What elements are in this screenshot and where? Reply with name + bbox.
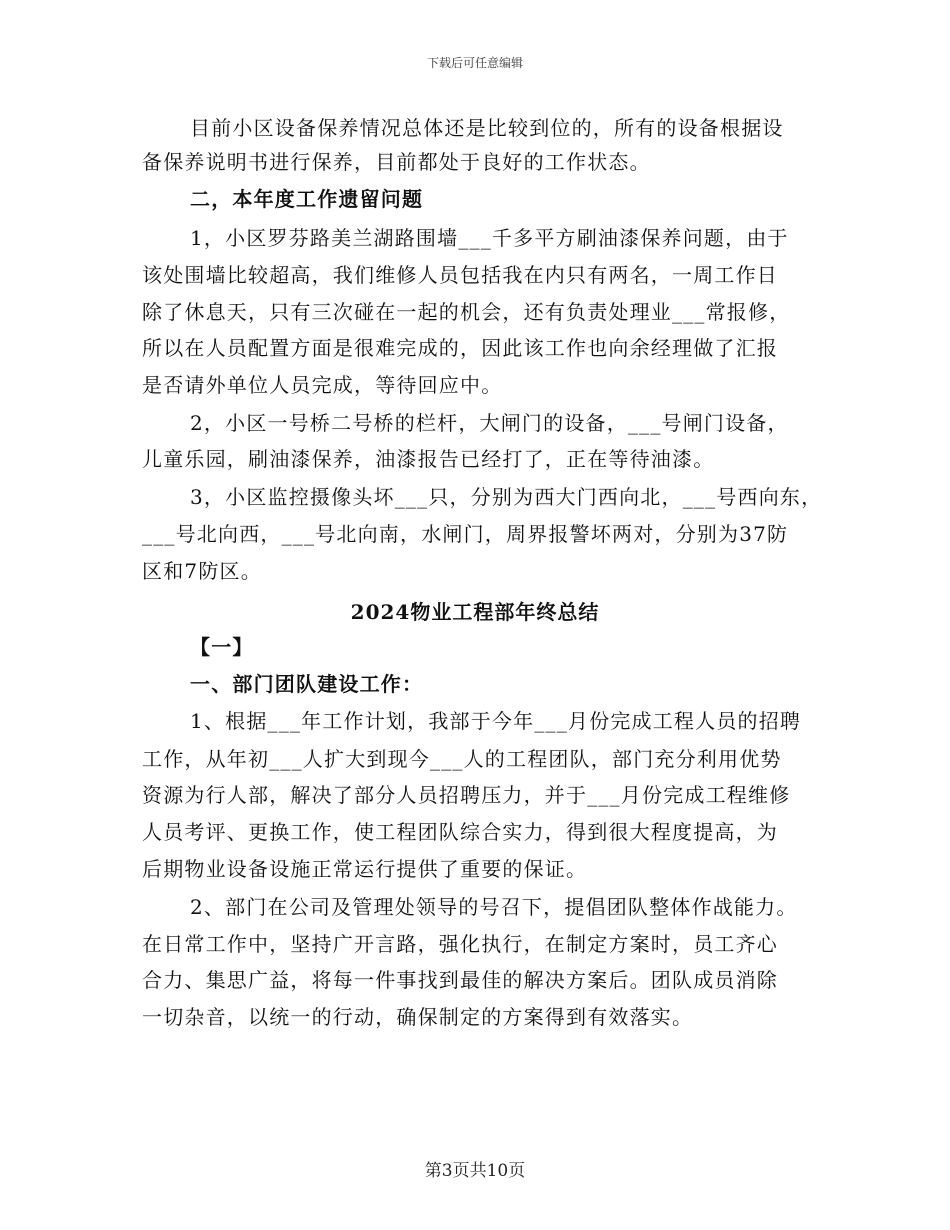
page-header: 下载后可任意编辑	[426, 56, 523, 70]
section-heading: 一、部门团队建设工作：	[190, 672, 424, 696]
paragraph-line: 2、部门在公司及管理处领导的号召下，提倡团队整体作战能力。	[190, 895, 798, 919]
paragraph-line: ___号北向西，___号北向南，水闸门，周界报警坏两对，分别为37防	[142, 522, 789, 546]
section-title: 2024物业工程部年终总结	[350, 600, 600, 624]
page-footer: 第3页共10页	[424, 1161, 526, 1181]
paragraph-line: 3，小区监控摄像头坏___只，分别为西大门西向北，___号西向东，	[190, 485, 823, 509]
paragraph-line: 1、根据___年工作计划，我部于今年___月份完成工程人员的招聘	[190, 709, 802, 733]
paragraph-line: 目前小区设备保养情况总体还是比较到位的，所有的设备根据设	[190, 116, 784, 140]
paragraph-line: 工作，从年初___人扩大到现今___人的工程团队，部门充分利用优势	[142, 747, 782, 771]
paragraph-line: 2，小区一号桥二号桥的栏杆，大闸门的设备，___号闸门设备，	[190, 411, 789, 435]
paragraph-line: 备保养说明书进行保养，目前都处于良好的工作状态。	[142, 150, 651, 174]
paragraph-line: 除了休息天，只有三次碰在一起的机会，还有负责处理业___常报修，	[142, 300, 791, 324]
paragraph-line: 在日常工作中，坚持广开言路，强化执行，在制定方案时，员工齐心	[142, 932, 778, 956]
paragraph-line: 该处围墙比较超高，我们维修人员包括我在内只有两名，一周工作日	[142, 263, 778, 287]
paragraph-line: 区和7防区。	[142, 559, 262, 583]
paragraph-line: 后期物业设备设施正常运行提供了重要的保证。	[142, 857, 588, 881]
paragraph-line: 合力、集思广益，将每一件事找到最佳的解决方案后。团队成员消除	[142, 968, 778, 992]
paragraph-line: 所以在人员配置方面是很难完成的，因此该工作也向余经理做了汇报	[142, 336, 778, 360]
paragraph-line: 一切杂音，以统一的行动，确保制定的方案得到有效落实。	[142, 1005, 694, 1029]
paragraph-line: 是否请外单位人员完成，等待回应中。	[142, 373, 503, 397]
paragraph-line: 儿童乐园，刷油漆保养，油漆报告已经打了，正在等待油漆。	[142, 447, 715, 471]
section-heading: 二，本年度工作遗留问题	[190, 187, 424, 211]
paragraph-line: 1，小区罗芬路美兰湖路围墙___千多平方刷油漆保养问题，由于	[190, 226, 789, 250]
paragraph-line: 资源为行人部，解决了部分人员招聘压力，并于___月份完成工程维修	[142, 783, 791, 807]
paragraph-line: 人员考评、更换工作，使工程团队综合实力，得到很大程度提高，为	[142, 820, 778, 844]
part-marker: 【一】	[190, 635, 254, 659]
